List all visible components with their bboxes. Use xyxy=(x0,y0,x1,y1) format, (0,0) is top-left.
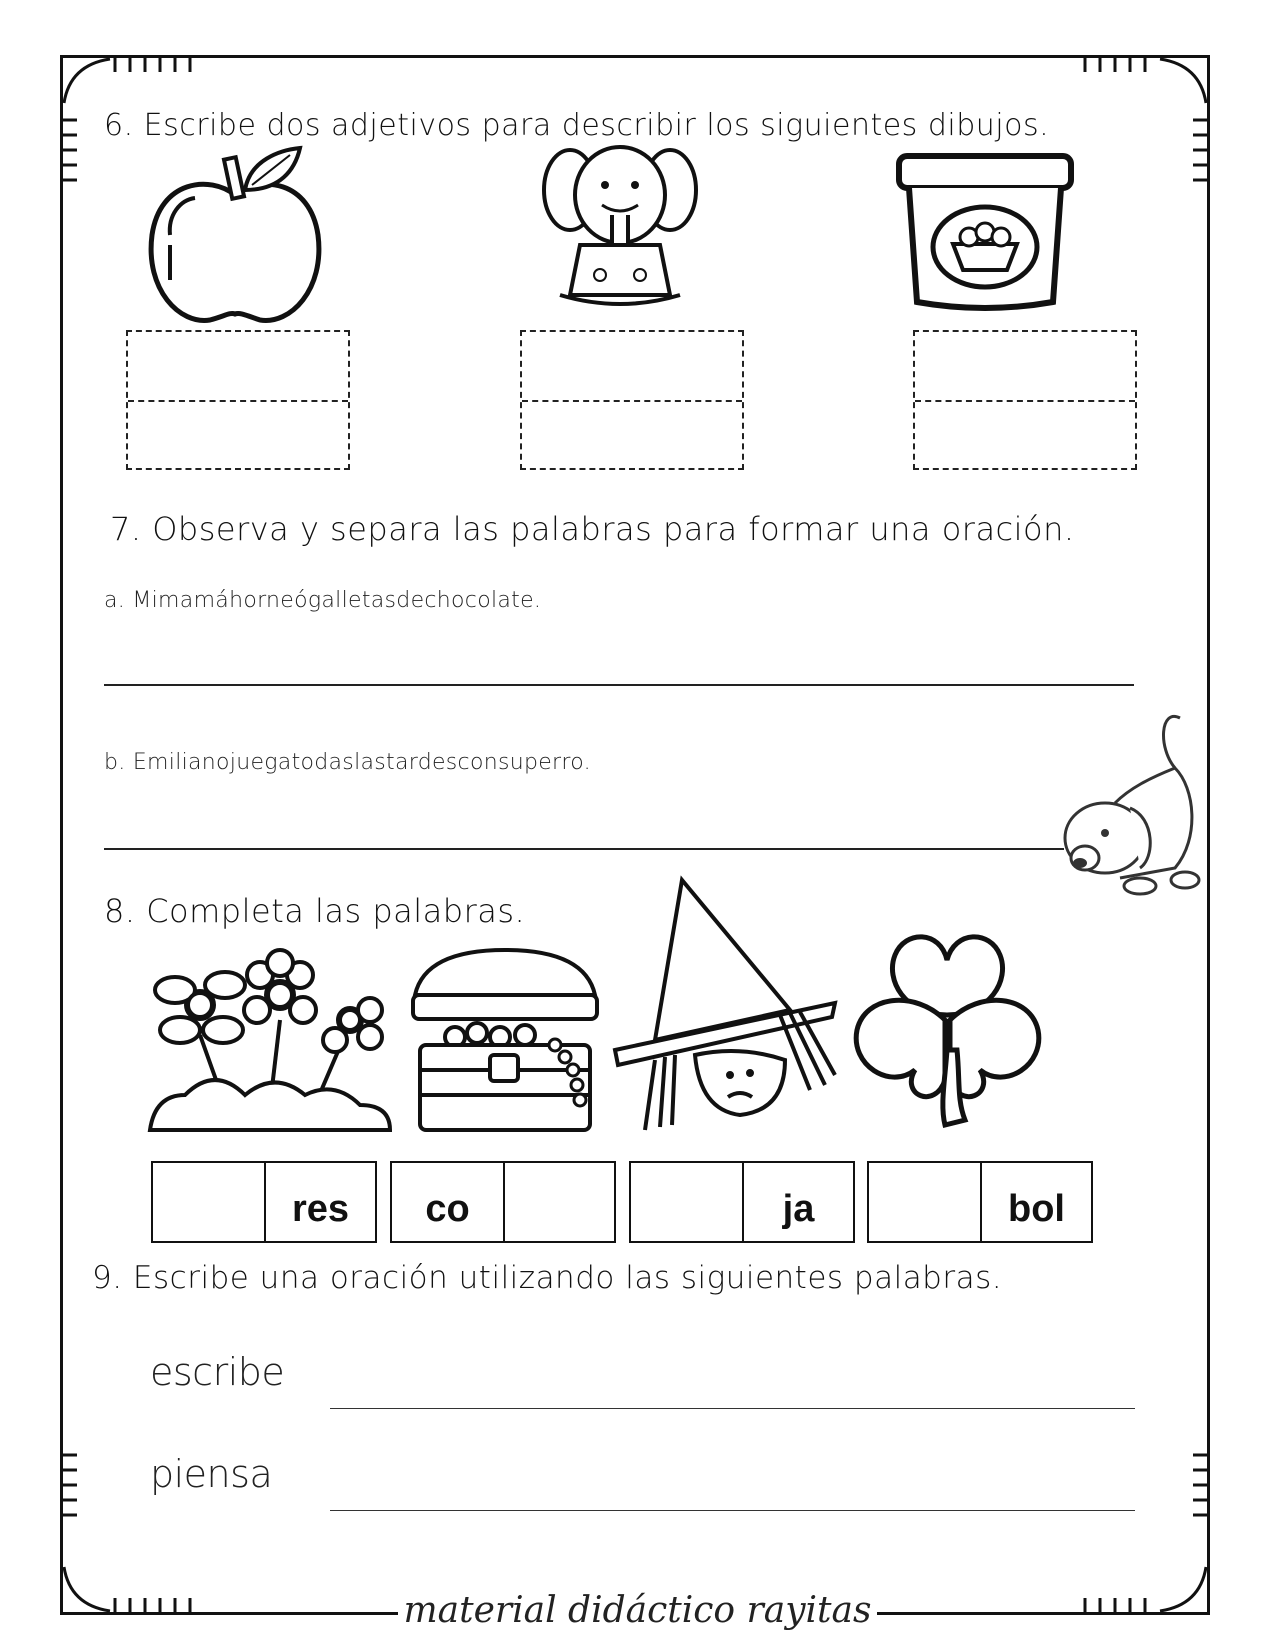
syllable-given: ja xyxy=(742,1163,853,1241)
syllable-group-flowers xyxy=(151,1161,377,1243)
corner-decoration xyxy=(1150,55,1210,115)
syllable-blank[interactable] xyxy=(503,1163,614,1241)
syllable-group-witch xyxy=(629,1161,855,1243)
syllable-given: co xyxy=(425,1188,470,1230)
syllable-blank[interactable] xyxy=(869,1163,980,1241)
syllable-blank[interactable] xyxy=(153,1163,264,1241)
syllable-given: bol xyxy=(980,1163,1091,1241)
syllable-given: res xyxy=(264,1163,375,1241)
syllable-group-chest xyxy=(390,1161,616,1243)
word-piensa: piensa xyxy=(150,1452,273,1496)
answer-line-piensa[interactable] xyxy=(330,1510,1135,1511)
syllable-blank[interactable] xyxy=(631,1163,742,1241)
q9-title: 9. Escribe una oración utilizando las siguientes palabras. xyxy=(92,1260,1003,1296)
q8-title: 8. Completa las palabras. xyxy=(104,892,526,930)
q6-title: 6. Escribe dos adjetivos para describir los siguientes dibujos. xyxy=(104,108,1050,143)
adjective-box-elephant[interactable] xyxy=(520,330,744,470)
corner-decoration xyxy=(60,55,120,115)
elephant-icon xyxy=(540,135,700,315)
answer-line-escribe[interactable] xyxy=(330,1408,1135,1409)
flowers-icon xyxy=(145,945,395,1135)
sentence-a: a. Mimamáhorneógalletasdechocolate. xyxy=(104,588,542,613)
adjective-box-apple[interactable] xyxy=(126,330,350,470)
q7-title: 7. Observa y separa las palabras para formar una oración. xyxy=(110,510,1075,548)
sentence-b: b. Emilianojuegatodaslastardesconsuperro. xyxy=(104,750,591,775)
treasure-chest-icon xyxy=(405,945,605,1135)
dog-icon xyxy=(1060,708,1205,898)
footer-text: material didáctico rayitas xyxy=(398,1590,878,1631)
adjective-box-play-dough[interactable] xyxy=(913,330,1137,470)
witch-icon xyxy=(610,875,845,1135)
play-dough-icon xyxy=(895,152,1075,317)
footer-brand xyxy=(0,1590,1275,1631)
clover-icon xyxy=(845,920,1050,1130)
syllable-group-clover xyxy=(867,1161,1093,1243)
answer-line-a[interactable] xyxy=(104,684,1134,686)
word-escribe: escribe xyxy=(150,1350,285,1394)
answer-line-b[interactable] xyxy=(104,848,1064,850)
apple-icon xyxy=(140,140,330,330)
